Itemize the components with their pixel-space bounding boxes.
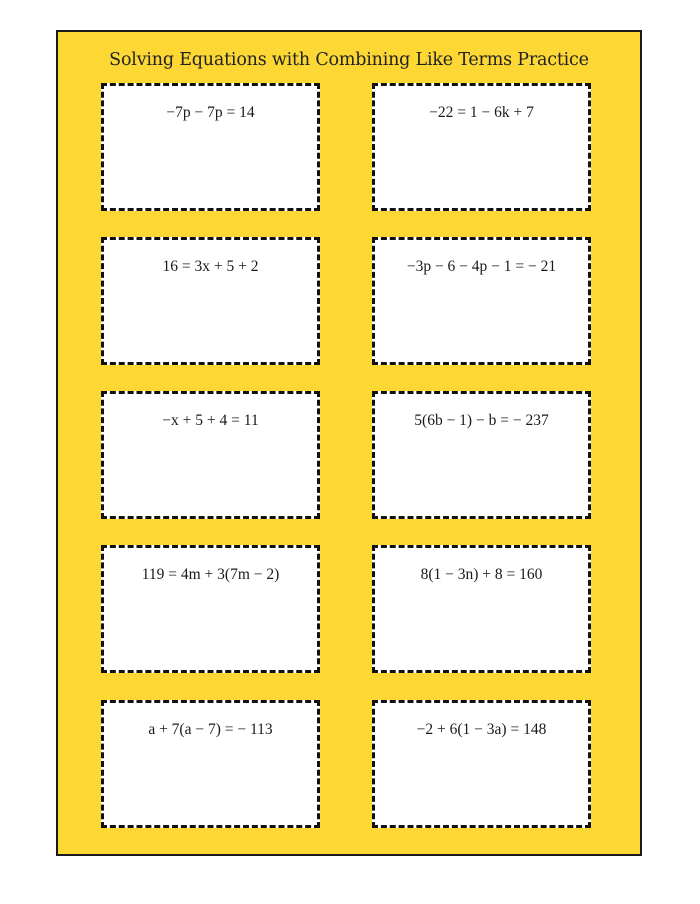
problem-card[interactable] (101, 237, 320, 365)
equation: −2 + 6(1 − 3a) = 148 (416, 721, 547, 738)
problem-card[interactable] (372, 83, 591, 211)
problem-card[interactable] (101, 545, 320, 673)
equation: −7p − 7p = 14 (166, 104, 255, 121)
worksheet (56, 30, 642, 856)
equation: 8(1 − 3n) + 8 = 160 (420, 566, 543, 583)
equation: −22 = 1 − 6k + 7 (429, 104, 534, 121)
problem-card[interactable] (101, 83, 320, 211)
equation: 16 = 3x + 5 + 2 (162, 258, 259, 275)
problem-card[interactable] (372, 545, 591, 673)
equation: 5(6b − 1) − b = − 237 (414, 412, 549, 429)
equation: 119 = 4m + 3(7m − 2) (141, 566, 280, 583)
equation: a + 7(a − 7) = − 113 (148, 721, 273, 738)
problem-card[interactable] (101, 391, 320, 519)
problem-card[interactable] (372, 237, 591, 365)
worksheet-title: Solving Equations with Combining Like Terms Practice (109, 50, 589, 70)
equation: −3p − 6 − 4p − 1 = − 21 (406, 258, 557, 275)
problem-card[interactable] (372, 391, 591, 519)
problem-card[interactable] (101, 700, 320, 828)
problem-card[interactable] (372, 700, 591, 828)
equation: −x + 5 + 4 = 11 (162, 412, 259, 429)
